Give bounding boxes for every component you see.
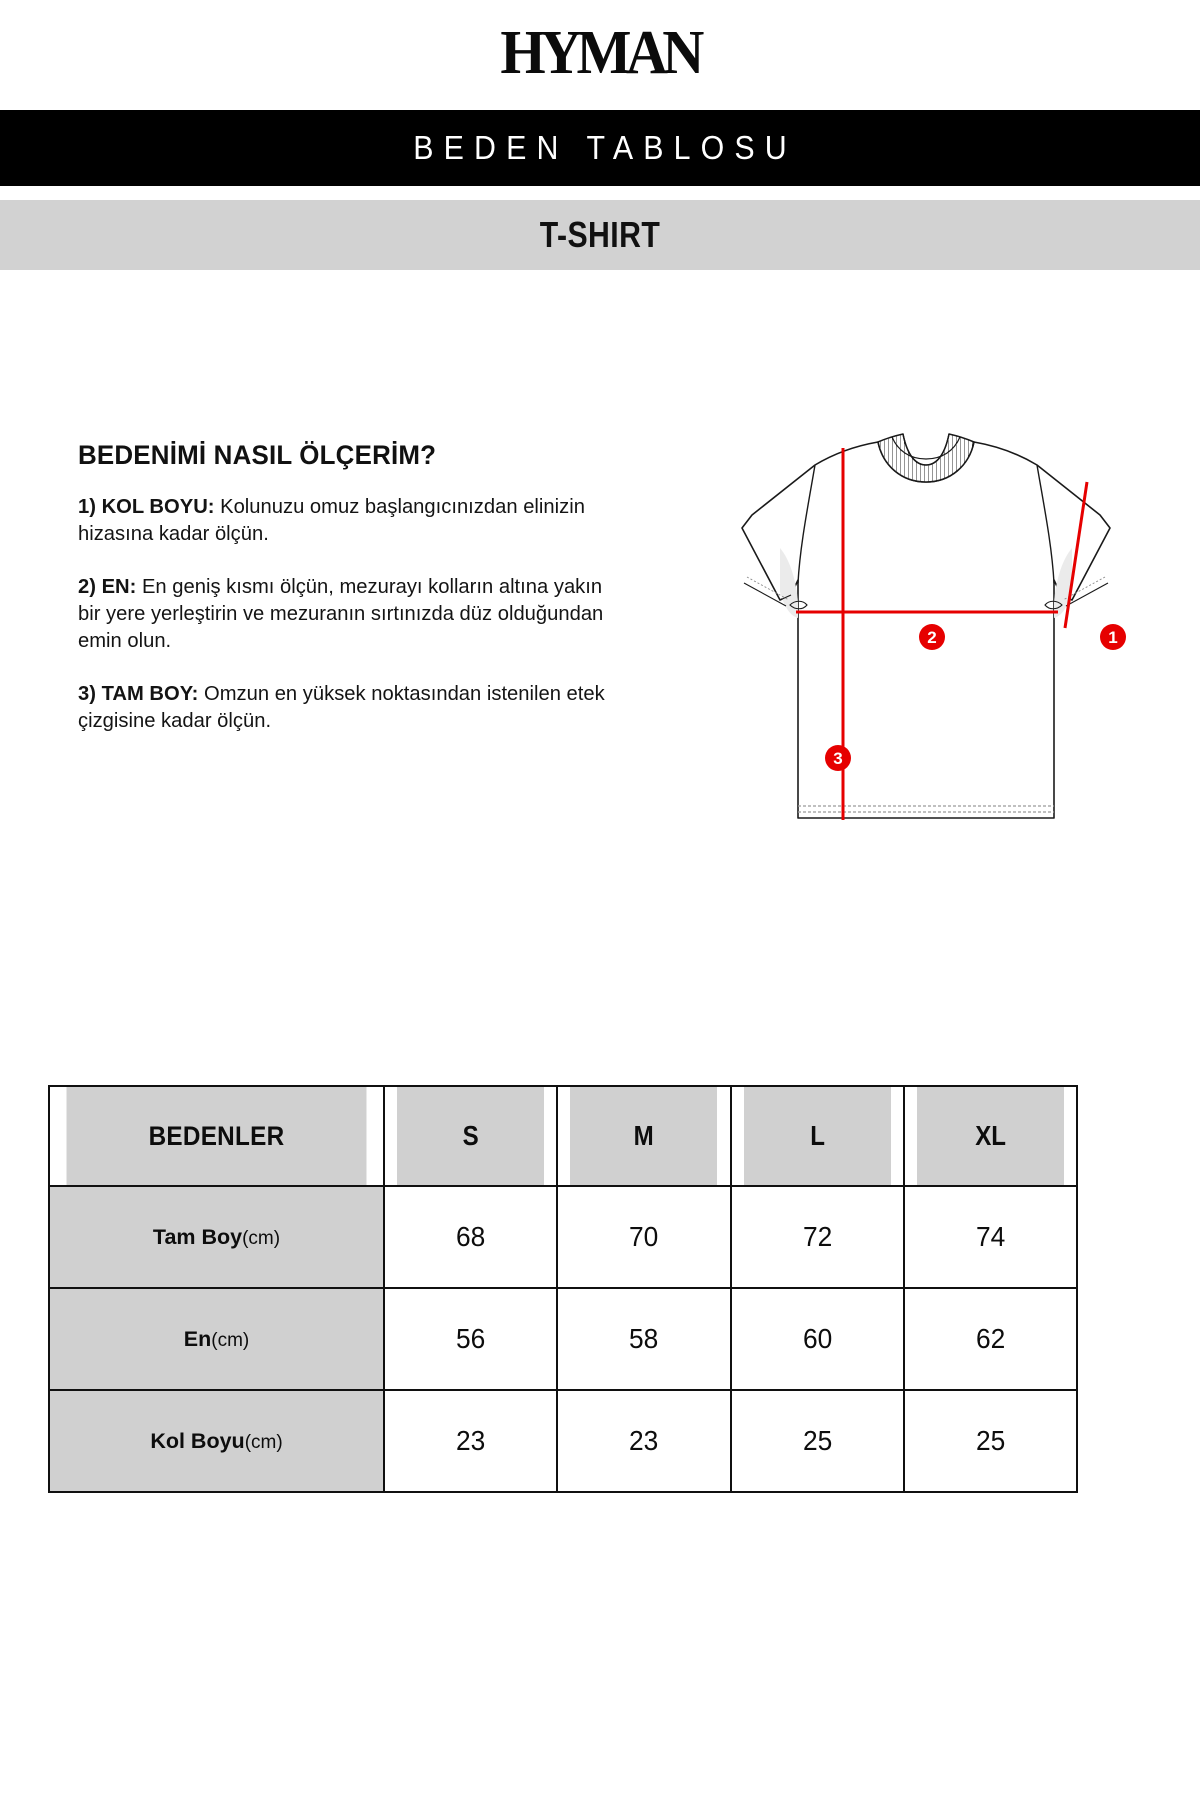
instruction-text-1: Kolunuzu omuz başlangıcınızdan elinizin hizasına kadar ölçün. [78,495,585,546]
table-row [49,1288,1077,1390]
cell-kol-boyu-s: 23 [389,1390,552,1492]
instruction-lead-1: 1) KOL BOYU: [78,495,215,518]
cell-tam-boy-l: 72 [736,1186,899,1288]
row-label-en [49,1288,384,1390]
brand-logo [0,19,1200,87]
row-label-unit: (cm) [242,1227,281,1249]
marker-3-label: 3 [833,749,843,768]
tshirt-diagram [640,420,1170,860]
row-label-text: En [183,1326,212,1351]
instruction-item-3 [78,680,610,734]
size-table-head [49,1086,1077,1186]
size-table [48,1085,1078,1493]
tshirt-illustration-svg [640,420,1170,860]
page-title: BEDEN TABLOSU [413,129,797,166]
instruction-text-2: En geniş kısmı ölçün, mezurayı kolların altına yakın bir yere yerleştirin ve mezuranın sırtınızda düz olduğundan emin olun. [78,575,604,653]
subtitle-band [0,200,1200,270]
row-label-unit: (cm) [211,1329,250,1351]
marker-2-badge [919,624,945,650]
row-label-kol-boyu [49,1390,384,1492]
marker-1-badge [1100,624,1126,650]
header-cell-s: S [396,1086,545,1186]
row-label-text: Tam Boy [152,1224,243,1249]
row-label-text: Kol Boyu [150,1428,245,1453]
title-band [0,110,1200,186]
row-label-tam-boy [49,1186,384,1288]
table-row [49,1390,1077,1492]
instructions-heading: BEDENİMİ NASIL ÖLÇERİM? [78,440,437,470]
size-table-body [49,1186,1077,1492]
header-cell-xl: XL [916,1086,1065,1186]
cell-tam-boy-m: 70 [562,1186,725,1288]
marker-3-badge [825,745,851,771]
cell-tam-boy-s: 68 [389,1186,552,1288]
header-cell-m: M [569,1086,718,1186]
measure-instructions [78,440,618,734]
instruction-lead-2: 2) EN: [78,575,137,599]
size-table-container [48,1085,1078,1493]
marker-2-label: 2 [927,628,937,647]
instruction-lead-3: 3) TAM BOY: [78,682,199,706]
instruction-item-2 [78,573,610,654]
brand-name: HYMAN [500,19,700,87]
cell-en-l: 60 [736,1288,899,1390]
row-label-unit: (cm) [244,1431,283,1453]
product-type-label: T-SHIRT [539,214,661,255]
marker-1-label: 1 [1108,628,1118,647]
header-cell-measure: BEDENLER [66,1086,368,1186]
cell-kol-boyu-l: 25 [736,1390,899,1492]
cell-en-s: 56 [389,1288,552,1390]
size-table-header-row [49,1086,1077,1186]
cell-en-m: 58 [562,1288,725,1390]
instruction-text-3: Omzun en yüksek noktasından istenilen etek çizgisine kadar ölçün. [78,682,605,733]
cell-tam-boy-xl: 74 [909,1186,1072,1288]
header-cell-l: L [743,1086,892,1186]
instruction-item-1 [78,493,610,547]
cell-kol-boyu-xl: 25 [909,1390,1072,1492]
table-row [49,1186,1077,1288]
cell-kol-boyu-m: 23 [562,1390,725,1492]
cell-en-xl: 62 [909,1288,1072,1390]
